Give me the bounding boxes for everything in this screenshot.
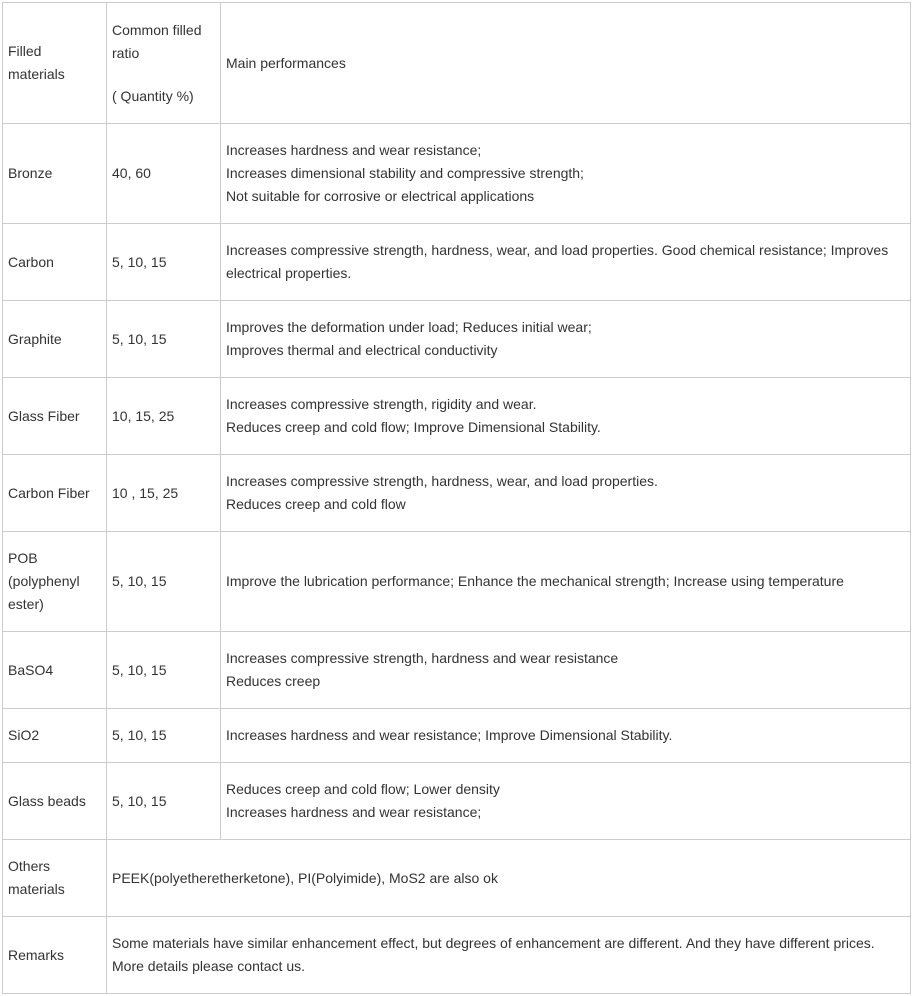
table-row-carbon-fiber bbox=[3, 455, 911, 532]
table-row-carbon bbox=[3, 224, 911, 301]
performance-cell: Reduces creep and cold flow; Lower density Increases hardness and wear resistance; bbox=[221, 763, 911, 840]
performance-cell: Increases compressive strength, hardness and wear resistance Reduces creep bbox=[221, 632, 911, 709]
performance-cell: Increases compressive strength, hardness, wear, and load properties. Good chemical resistance; Improves electrical properties. bbox=[221, 224, 911, 301]
header-main-performances: Main performances bbox=[221, 3, 911, 124]
ratio-cell: 5, 10, 15 bbox=[107, 709, 221, 763]
remarks-label-cell: Remarks bbox=[3, 917, 107, 994]
performance-cell: Increases hardness and wear resistance; Increases dimensional stability and compressive strength; Not suitable for corrosive or electrical applications bbox=[221, 124, 911, 224]
material-cell: Glass Fiber bbox=[3, 378, 107, 455]
header-common-filled-ratio: Common filled ratio ( Quantity %) bbox=[107, 3, 221, 124]
table-row-bronze bbox=[3, 124, 911, 224]
material-cell: POB (polyphenyl ester) bbox=[3, 532, 107, 632]
header-row bbox=[3, 3, 911, 124]
performance-cell: Increases compressive strength, hardness, wear, and load properties. Reduces creep and cold flow bbox=[221, 455, 911, 532]
others-label-cell: Others materials bbox=[3, 840, 107, 917]
table-row-glass-beads bbox=[3, 763, 911, 840]
filled-materials-table bbox=[2, 2, 911, 994]
material-cell: SiO2 bbox=[3, 709, 107, 763]
performance-cell: Increases compressive strength, rigidity and wear. Reduces creep and cold flow; Improve Dimensional Stability. bbox=[221, 378, 911, 455]
ratio-cell: 10, 15, 25 bbox=[107, 378, 221, 455]
performance-cell: Improves the deformation under load; Reduces initial wear; Improves thermal and electrical conductivity bbox=[221, 301, 911, 378]
ratio-cell: 5, 10, 15 bbox=[107, 301, 221, 378]
performance-cell: Improve the lubrication performance; Enhance the mechanical strength; Increase using temperature bbox=[221, 532, 911, 632]
material-cell: Graphite bbox=[3, 301, 107, 378]
ratio-cell: 10 , 15, 25 bbox=[107, 455, 221, 532]
table-row-remarks bbox=[3, 917, 911, 994]
material-cell: Bronze bbox=[3, 124, 107, 224]
ratio-cell: 5, 10, 15 bbox=[107, 224, 221, 301]
ratio-cell: 5, 10, 15 bbox=[107, 763, 221, 840]
material-cell: Carbon bbox=[3, 224, 107, 301]
table-row-baso4 bbox=[3, 632, 911, 709]
material-cell: Carbon Fiber bbox=[3, 455, 107, 532]
material-cell: Glass beads bbox=[3, 763, 107, 840]
table-row-graphite bbox=[3, 301, 911, 378]
others-text-cell: PEEK(polyetheretherketone), PI(Polyimide), MoS2 are also ok bbox=[107, 840, 911, 917]
table-row-pob bbox=[3, 532, 911, 632]
table-row-sio2 bbox=[3, 709, 911, 763]
ratio-cell: 5, 10, 15 bbox=[107, 532, 221, 632]
material-cell: BaSO4 bbox=[3, 632, 107, 709]
header-filled-materials: Filled materials bbox=[3, 3, 107, 124]
remarks-text-cell: Some materials have similar enhancement effect, but degrees of enhancement are different. And they have different prices. More details please contact us. bbox=[107, 917, 911, 994]
table-row-glass-fiber bbox=[3, 378, 911, 455]
performance-cell: Increases hardness and wear resistance; Improve Dimensional Stability. bbox=[221, 709, 911, 763]
ratio-cell: 5, 10, 15 bbox=[107, 632, 221, 709]
table-row-others bbox=[3, 840, 911, 917]
ratio-cell: 40, 60 bbox=[107, 124, 221, 224]
